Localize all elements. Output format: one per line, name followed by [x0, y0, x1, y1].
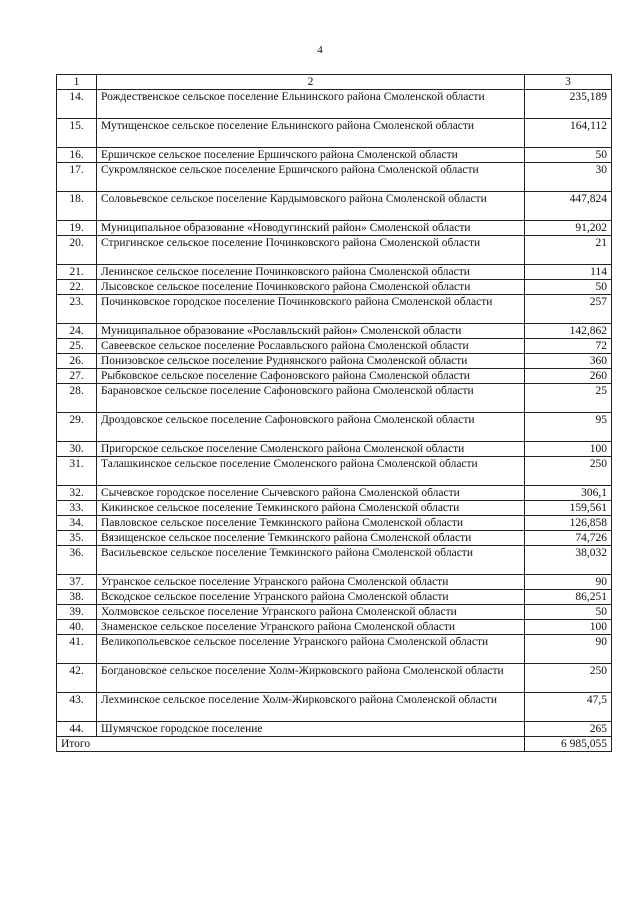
row-name: Соловьевское сельское поселение Кардымовского района Смоленской области — [97, 192, 525, 221]
table-row — [57, 148, 612, 163]
row-number: 44. — [57, 722, 97, 737]
table-header — [57, 75, 612, 90]
row-value: 126,858 — [525, 516, 612, 531]
table-row — [57, 531, 612, 546]
row-number: 33. — [57, 501, 97, 516]
row-value: 90 — [525, 635, 612, 664]
table-row — [57, 501, 612, 516]
table-row — [57, 90, 612, 119]
row-number: 22. — [57, 280, 97, 295]
table-row — [57, 516, 612, 531]
row-number: 41. — [57, 635, 97, 664]
row-name: Васильевское сельское поселение Темкинского района Смоленской области — [97, 546, 525, 575]
table-row — [57, 620, 612, 635]
table-row — [57, 664, 612, 693]
table-row — [57, 119, 612, 148]
row-value: 25 — [525, 384, 612, 413]
row-name: Рождественское сельское поселение Ельнинского района Смоленской области — [97, 90, 525, 119]
row-name: Муниципальное образование «Рославльский район» Смоленской области — [97, 324, 525, 339]
row-name: Барановское сельское поселение Сафоновского района Смоленской области — [97, 384, 525, 413]
row-value: 164,112 — [525, 119, 612, 148]
row-name: Кикинское сельское поселение Темкинского района Смоленской области — [97, 501, 525, 516]
row-name: Великопольевское сельское поселение Угранского района Смоленской области — [97, 635, 525, 664]
row-value: 114 — [525, 265, 612, 280]
row-value: 235,189 — [525, 90, 612, 119]
row-number: 21. — [57, 265, 97, 280]
row-number: 20. — [57, 236, 97, 265]
table-row — [57, 605, 612, 620]
row-name: Вскодское сельское поселение Угранского района Смоленской области — [97, 590, 525, 605]
table-row — [57, 413, 612, 442]
row-number: 42. — [57, 664, 97, 693]
row-value: 100 — [525, 620, 612, 635]
row-name: Сукромлянское сельское поселение Ершичского района Смоленской области — [97, 163, 525, 192]
row-number: 37. — [57, 575, 97, 590]
page-number: 4 — [317, 44, 323, 56]
table-row — [57, 457, 612, 486]
row-value: 257 — [525, 295, 612, 324]
table-row — [57, 295, 612, 324]
row-name: Стригинское сельское поселение Починковского района Смоленской области — [97, 236, 525, 265]
row-name: Лысовское сельское поселение Починковского района Смоленской области — [97, 280, 525, 295]
row-value: 86,251 — [525, 590, 612, 605]
row-name: Муниципальное образование «Новодугинский район» Смоленской области — [97, 221, 525, 236]
row-number: 35. — [57, 531, 97, 546]
row-value: 447,824 — [525, 192, 612, 221]
table-row — [57, 324, 612, 339]
table-row — [57, 722, 612, 737]
row-value: 95 — [525, 413, 612, 442]
row-number: 26. — [57, 354, 97, 369]
row-value: 159,561 — [525, 501, 612, 516]
row-number: 27. — [57, 369, 97, 384]
row-number: 24. — [57, 324, 97, 339]
row-number: 30. — [57, 442, 97, 457]
table-row — [57, 590, 612, 605]
header-col-3: 3 — [525, 75, 612, 90]
row-value: 250 — [525, 664, 612, 693]
row-value: 265 — [525, 722, 612, 737]
row-name: Холмовское сельское поселение Угранского района Смоленской области — [97, 605, 525, 620]
row-name: Починковское городское поселение Починковского района Смоленской области — [97, 295, 525, 324]
row-name: Ершичское сельское поселение Ершичского района Смоленской области — [97, 148, 525, 163]
row-value: 100 — [525, 442, 612, 457]
row-name: Знаменское сельское поселение Угранского района Смоленской области — [97, 620, 525, 635]
table-row — [57, 221, 612, 236]
row-number: 18. — [57, 192, 97, 221]
row-name: Шумячское городское поселение — [97, 722, 525, 737]
row-number: 39. — [57, 605, 97, 620]
row-number: 17. — [57, 163, 97, 192]
table-row — [57, 546, 612, 575]
row-name: Павловское сельское поселение Темкинского района Смоленской области — [97, 516, 525, 531]
row-number: 43. — [57, 693, 97, 722]
row-number: 31. — [57, 457, 97, 486]
row-value: 91,202 — [525, 221, 612, 236]
row-name: Лехминское сельское поселение Холм-Жирковского района Смоленской области — [97, 693, 525, 722]
row-number: 32. — [57, 486, 97, 501]
total-row — [57, 737, 612, 752]
row-number: 36. — [57, 546, 97, 575]
header-col-1: 1 — [57, 75, 97, 90]
row-number: 15. — [57, 119, 97, 148]
row-value: 38,032 — [525, 546, 612, 575]
table-row — [57, 575, 612, 590]
allocation-table — [56, 74, 612, 752]
row-number: 14. — [57, 90, 97, 119]
row-name: Дроздовское сельское поселение Сафоновского района Смоленской области — [97, 413, 525, 442]
table-row — [57, 693, 612, 722]
table-row — [57, 280, 612, 295]
row-name: Богдановское сельское поселение Холм-Жирковского района Смоленской области — [97, 664, 525, 693]
row-name: Мутищенское сельское поселение Ельнинского района Смоленской области — [97, 119, 525, 148]
row-number: 38. — [57, 590, 97, 605]
table-row — [57, 163, 612, 192]
row-name: Сычевское городское поселение Сычевского района Смоленской области — [97, 486, 525, 501]
row-number: 25. — [57, 339, 97, 354]
row-value: 306,1 — [525, 486, 612, 501]
table-row — [57, 354, 612, 369]
row-number: 23. — [57, 295, 97, 324]
row-number: 40. — [57, 620, 97, 635]
table-row — [57, 635, 612, 664]
row-value: 47,5 — [525, 693, 612, 722]
row-value: 21 — [525, 236, 612, 265]
header-col-2: 2 — [97, 75, 525, 90]
table-row — [57, 236, 612, 265]
row-name: Вязищенское сельское поселение Темкинского района Смоленской области — [97, 531, 525, 546]
table-row — [57, 265, 612, 280]
row-number: 16. — [57, 148, 97, 163]
row-name: Угранское сельское поселение Угранского района Смоленской области — [97, 575, 525, 590]
total-label: Итого — [57, 737, 525, 752]
row-name: Пригорское сельское поселение Смоленского района Смоленской области — [97, 442, 525, 457]
row-name: Ленинское сельское поселение Починковского района Смоленской области — [97, 265, 525, 280]
row-name: Талашкинское сельское поселение Смоленского района Смоленской области — [97, 457, 525, 486]
row-number: 29. — [57, 413, 97, 442]
row-value: 72 — [525, 339, 612, 354]
total-value: 6 985,055 — [525, 737, 612, 752]
row-value: 250 — [525, 457, 612, 486]
table-row — [57, 192, 612, 221]
row-name: Савеевское сельское поселение Рославльского района Смоленской области — [97, 339, 525, 354]
table-row — [57, 486, 612, 501]
row-name: Рыбковское сельское поселение Сафоновского района Смоленской области — [97, 369, 525, 384]
row-value: 90 — [525, 575, 612, 590]
row-value: 74,726 — [525, 531, 612, 546]
row-number: 34. — [57, 516, 97, 531]
table-body — [57, 90, 612, 737]
row-value: 142,862 — [525, 324, 612, 339]
row-value: 360 — [525, 354, 612, 369]
row-name: Понизовское сельское поселение Руднянского района Смоленской области — [97, 354, 525, 369]
row-value: 260 — [525, 369, 612, 384]
table-row — [57, 369, 612, 384]
table-row — [57, 384, 612, 413]
table-row — [57, 442, 612, 457]
row-number: 28. — [57, 384, 97, 413]
table-row — [57, 339, 612, 354]
row-value: 50 — [525, 148, 612, 163]
row-number: 19. — [57, 221, 97, 236]
row-value: 30 — [525, 163, 612, 192]
row-value: 50 — [525, 605, 612, 620]
row-value: 50 — [525, 280, 612, 295]
